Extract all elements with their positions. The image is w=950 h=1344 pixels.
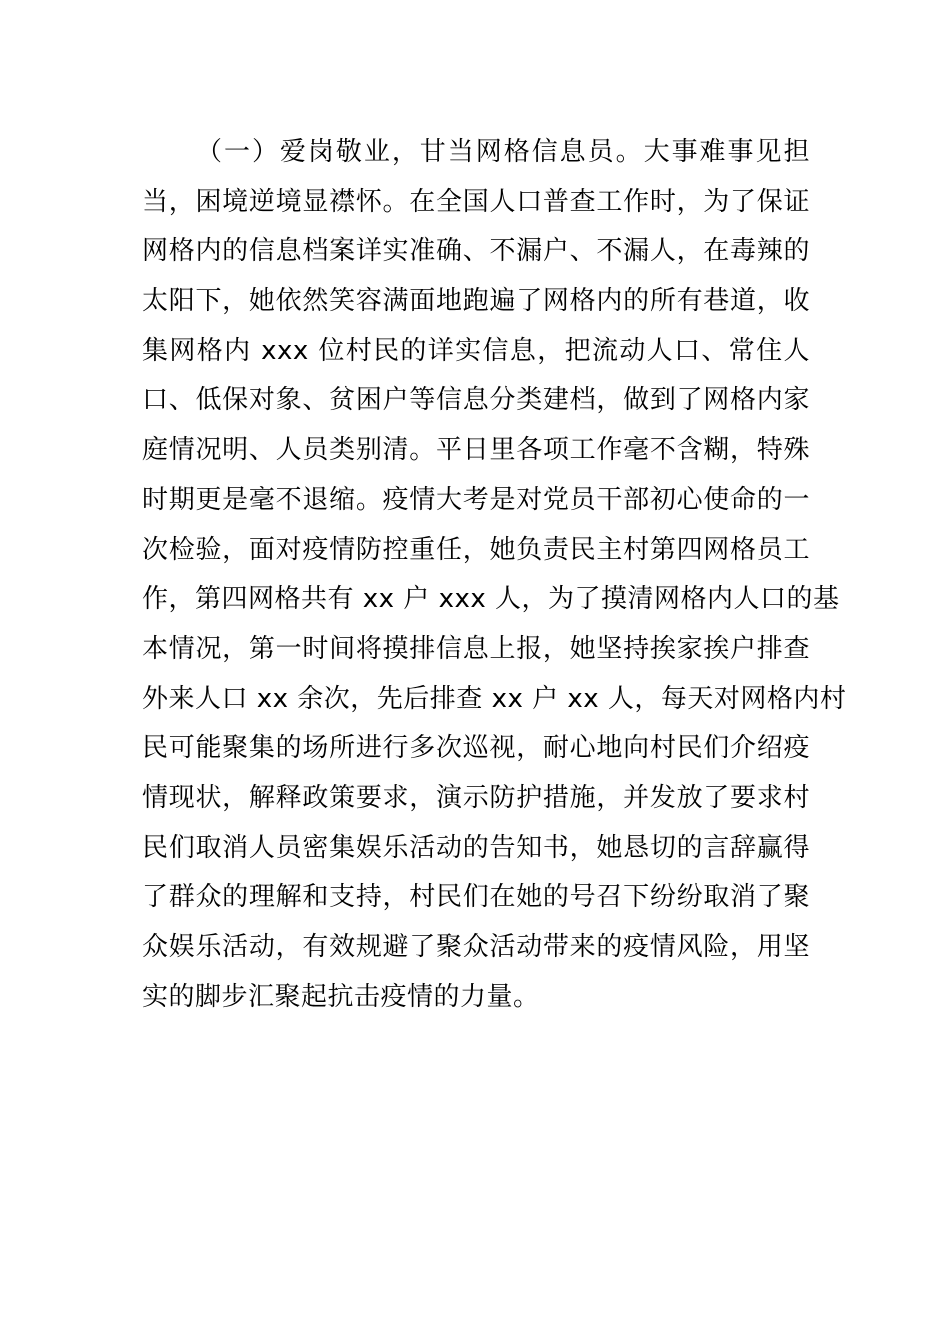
paragraph-line: 民们取消人员密集娱乐活动的告知书，她恳切的言辞赢得 bbox=[142, 832, 810, 863]
paragraph-line: 庭情况明、人员类别清。平日里各项工作毫不含糊，特殊 bbox=[142, 435, 810, 466]
paragraph-line: 众娱乐活动，有效规避了聚众活动带来的疫情风险，用坚 bbox=[142, 932, 810, 962]
paragraph-line: 口、低保对象、贫困户等信息分类建档，做到了网格内家 bbox=[142, 385, 810, 416]
paragraph-line: 当，困境逆境显襟怀。在全国人口普查工作时，为了保证 bbox=[142, 186, 810, 217]
paragraph-line: 时期更是毫不退缩。疫情大考是对党员干部初心使命的一 bbox=[142, 484, 810, 515]
body-paragraph bbox=[142, 128, 847, 1022]
paragraph-line: 次检验，面对疫情防控重任，她负责民主村第四网格员工 bbox=[142, 534, 810, 565]
paragraph-line: 了群众的理解和支持，村民们在她的号召下纷纷取消了聚 bbox=[142, 882, 810, 913]
paragraph-line: 太阳下，她依然笑容满面地跑遍了网格内的所有巷道，收 bbox=[142, 286, 810, 317]
paragraph-line: 情现状，解释政策要求，演示防护措施，并发放了要求村 bbox=[142, 782, 810, 813]
paragraph-line: 实的脚步汇聚起抗击疫情的力量。 bbox=[142, 981, 540, 1012]
paragraph-line: 民可能聚集的场所进行多次巡视，耐心地向村民们介绍疫 bbox=[142, 733, 810, 764]
paragraph-line: 集网格内 xxx 位村民的详实信息，把流动人口、常住人 bbox=[142, 335, 810, 366]
paragraph-line: 网格内的信息档案详实准确、不漏户、不漏人，在毒辣的 bbox=[142, 236, 810, 267]
paragraph-line: 外来人口 xx 余次，先后排查 xx 户 xx 人，每天对网格内村 bbox=[142, 683, 847, 714]
paragraph-line: 作，第四网格共有 xx 户 xxx 人，为了摸清网格内人口的基 bbox=[142, 584, 840, 615]
paragraph-line: 本情况，第一时间将摸排信息上报，她坚持挨家挨户排查 bbox=[142, 633, 810, 664]
paragraph-line: （一）爱岗敬业，甘当网格信息员。大事难事见担 bbox=[196, 137, 810, 167]
